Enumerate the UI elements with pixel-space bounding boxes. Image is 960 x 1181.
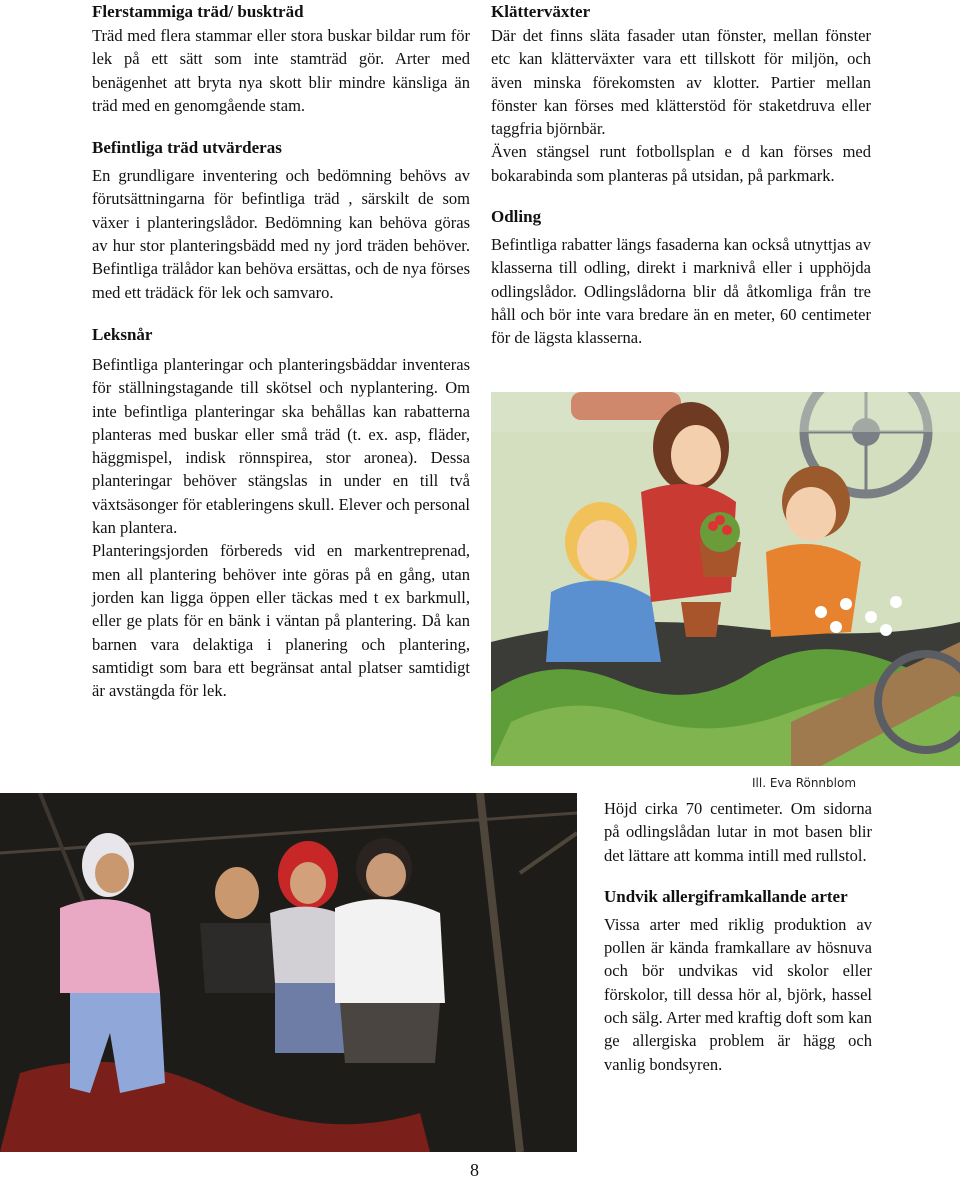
illustration-credit: Ill. Eva Rönnblom <box>752 776 857 790</box>
photo-image <box>0 793 577 1152</box>
lower-right-column <box>604 797 872 1076</box>
paragraph-cultivation: Befintliga rabatter längs fasaderna kan också utnyttjas av klasserna till odling, direkt i marknivå eller i upphöjda odlingslådor. Odlingslådorna blir då åtkomliga från tre håll och bör inte vara bredare än en meter, 60 centimeter för de lägsta klasserna. <box>491 235 871 348</box>
paragraph-climbing-plants-2: Även stängsel runt fotbollsplan e d kan förses med bokarabinda som planteras på utsidan, på parkmark. <box>491 142 871 185</box>
children-in-thicket-photo <box>0 793 577 1152</box>
section-heading-climbing-plants: Klätterväxter <box>491 2 591 21</box>
paragraph-existing-trees: En grundligare inventering och bedömning behövs av förutsättningarna för befintliga träd , särskilt de som växer i planteringslådor. Bedömning kan behöva göras av hur stor planteringsbädd med ny jord träden behöver. Befintliga trälådor kan behöva ersättas, och de nya förses med ett trädäck för lek och samvaro. <box>92 166 470 302</box>
section-heading-avoid-allergens: Undvik allergiframkallande arter <box>604 886 848 906</box>
section-heading-multistem-trees: Flerstammiga träd/ buskträd <box>92 2 304 21</box>
children-planting-illustration <box>491 392 960 766</box>
illustration-drawing <box>491 392 960 766</box>
section-heading-cultivation: Odling <box>491 207 542 227</box>
paragraph-multistem-trees: Träd med flera stammar eller stora buskar bildar rum för lek på ett sätt som inte stamträd gör. Arter med benägenhet att bryta nya skott blir mindre känsliga än träd med en genomgående stam. <box>92 26 470 115</box>
section-heading-play-thicket: Leksnår <box>92 324 153 344</box>
paragraph-play-thicket-1: Befintliga planteringar och planteringsbäddar inventeras för ställningstagande till skötsel och nyplantering. Om inte befintliga planteringar ska behållas kan rabatterna planteras med buskar eller små träd (t. ex. asp, fläder, häggmispel, indisk rönnspirea, stor aronea). Dessa planteringar behöver stängslas in under en till två växtsäsonger för etableringens skull. Elever och personal kan plantera. <box>92 354 470 538</box>
right-column <box>491 0 871 350</box>
paragraph-play-thicket-2: Planteringsjorden förbereds vid en markentreprenad, men all plantering behöver inte göras på en gång, utan jorden kan ligga öppen eller täckas med t ex barkmull, eller ge plats för en bänk i väntan på plantering. Då kan barnen vara delaktiga i planering och plantering, samtidigt som bara ett begränsat antal platser samtidigt är avstängda för lek. <box>92 541 470 701</box>
paragraph-raised-bed-height: Höjd cirka 70 centimeter. Om sidorna på odlingslådan lutar in mot basen blir det lättare att komma intill med rullstol. <box>604 799 872 865</box>
paragraph-avoid-allergens: Vissa arter med riklig produktion av pollen är kända framkallare av hösnuva och bör undvikas vid skolor eller förskolor, till dessa hör al, björk, hassel och sälg. Arter med kraftig doft som kan ge allergiska problem är hägg och vanlig bondsyren. <box>604 914 872 1074</box>
paragraph-climbing-plants-1: Där det finns släta fasader utan fönster, mellan fönster etc kan klätterväxter vara ett tillskott för miljön, och även minska förekomsten av klotter. Partier mellan fönster kan förses med klätterstöd för staketdruva eller taggfria björnbär. <box>491 26 871 139</box>
page-number: 8 <box>470 1160 479 1180</box>
section-heading-existing-trees: Befintliga träd utvärderas <box>92 138 282 158</box>
left-column <box>92 0 470 702</box>
